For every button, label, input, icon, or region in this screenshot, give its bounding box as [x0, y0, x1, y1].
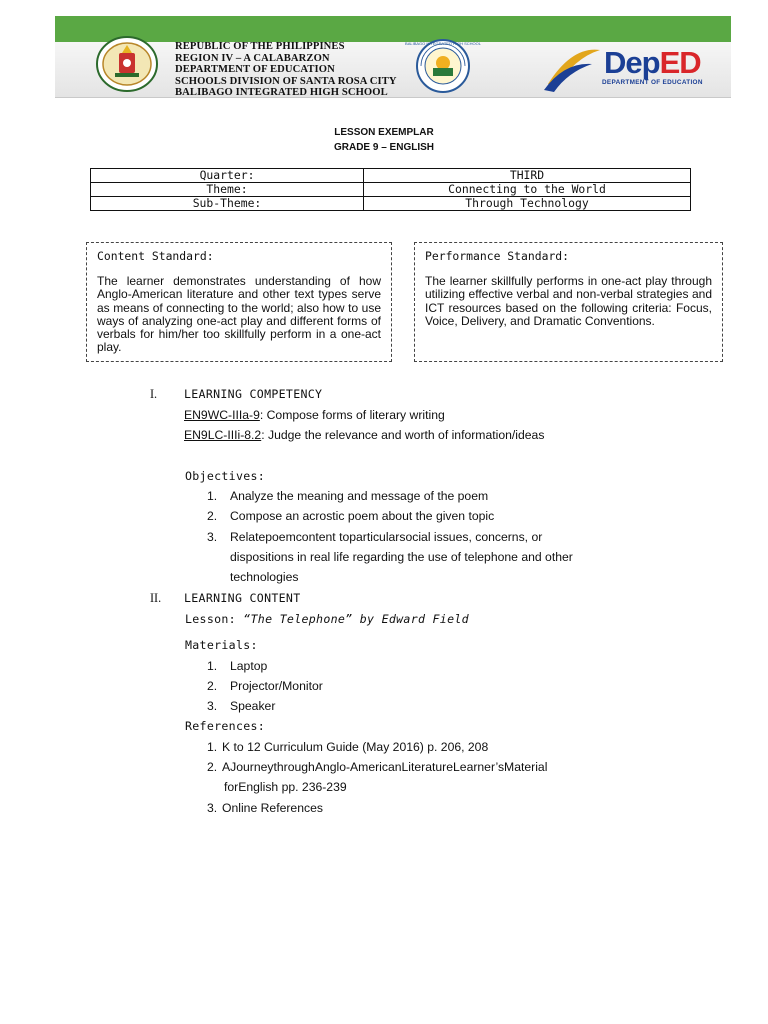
list-number: 3. [207, 530, 218, 544]
table-label: Theme: [91, 183, 364, 197]
reference-item: Online References [222, 801, 323, 815]
list-number: 2. [207, 509, 218, 523]
deped-torch-icon: p [641, 45, 660, 80]
header-line: REPUBLIC OF THE PHILIPPINES [175, 41, 345, 52]
performance-standard-box [414, 242, 723, 362]
table-value: THIRD [364, 169, 691, 183]
table-value: Through Technology [364, 197, 691, 211]
content-standard-box [86, 242, 392, 362]
objective-text: technologies [230, 570, 299, 584]
objective-text: dispositions in real life regarding the use of telephone and other [230, 550, 573, 564]
content-standard-heading: Content Standard: [97, 249, 214, 263]
list-number: 1. [207, 489, 218, 503]
competency-text: : Judge the relevance and worth of information/ideas [261, 428, 545, 442]
deped-subtitle: DEPARTMENT OF EDUCATION [602, 79, 703, 86]
competency-item [184, 408, 445, 422]
competency-item [184, 428, 544, 442]
header-text [175, 41, 397, 99]
table-row [91, 197, 691, 211]
section-numeral: I. [150, 387, 158, 401]
list-number: 1. [207, 740, 218, 754]
reference-item: forEnglish pp. 236-239 [224, 780, 347, 794]
material-item: Speaker [230, 699, 276, 713]
materials-heading: Materials: [185, 638, 258, 652]
objective-text: Relatepoemcontent toparticularsocial issues, concerns, or [230, 530, 543, 544]
material-item: Laptop [230, 659, 268, 673]
deped-logo [542, 46, 722, 92]
table-label: Quarter: [91, 169, 364, 183]
school-seal-icon [405, 38, 481, 94]
section-numeral: II. [150, 591, 162, 605]
competency-code-link[interactable]: EN9LC-IIIi-8.2 [184, 428, 262, 442]
school-seal-text: BALIBAGO INTEGRATED HIGH SCHOOL [405, 41, 481, 46]
list-number: 2. [207, 760, 218, 774]
performance-standard-heading: Performance Standard: [425, 249, 570, 263]
objectives-heading: Objectives: [185, 469, 266, 483]
document-title: LESSON EXEMPLAR [334, 127, 434, 138]
list-number: 2. [207, 679, 218, 693]
material-item: Projector/Monitor [230, 679, 323, 693]
lesson-title: “The Telephone” by Edward Field [235, 612, 469, 626]
objective-text: Analyze the meaning and message of the poem [230, 489, 489, 503]
lesson-line [185, 612, 469, 626]
list-number: 3. [207, 699, 218, 713]
header-line: REGION IV – A CALABARZON [175, 52, 330, 64]
table-row [91, 169, 691, 183]
header-line: BALIBAGO INTEGRATED HIGH SCHOOL [175, 87, 388, 98]
section-heading: LEARNING CONTENT [184, 591, 301, 605]
header-banner [55, 16, 731, 97]
performance-standard-body: The learner skillfully performs in one-act play through utilizing effective verbal and non-verbal strategies and ICT resources based on the following criteria: Focus, Voice, Delivery, and Dramatic Conventions. [425, 274, 712, 328]
table-row [91, 183, 691, 197]
competency-code-link[interactable]: EN9WC-IIIa-9 [184, 408, 260, 422]
deped-swoosh-icon [542, 44, 602, 92]
division-seal-icon [95, 36, 159, 92]
deped-word-de: De [604, 45, 642, 80]
objective-text: Compose an acrostic poem about the given topic [230, 509, 495, 523]
list-number: 3. [207, 801, 218, 815]
reference-item: AJourneythroughAnglo-AmericanLiteratureLearner’sMaterial [222, 760, 548, 774]
header-line: SCHOOLS DIVISION OF SANTA ROSA CITY [175, 75, 397, 87]
deped-wordmark [604, 46, 701, 80]
table-label: Sub-Theme: [91, 197, 364, 211]
references-heading: References: [185, 719, 266, 733]
table-value: Connecting to the World [364, 183, 691, 197]
header-line: DEPARTMENT OF EDUCATION [175, 64, 335, 75]
document-subtitle: GRADE 9 – ENGLISH [333, 142, 435, 153]
section-heading: LEARNING COMPETENCY [184, 387, 323, 401]
deped-word-ed: ED [659, 45, 701, 80]
list-number: 1. [207, 659, 218, 673]
content-standard-body: The learner demonstrates understanding of how Anglo-American literature and other text types serve as means of connecting to the world; also how to use ways of analyzing one-act play and different forms of verbals for him/her too skillfully perform in a one-act play. [97, 274, 381, 355]
info-table [90, 168, 691, 211]
reference-item: K to 12 Curriculum Guide (May 2016) p. 206, 208 [222, 740, 489, 754]
competency-text: : Compose forms of literary writing [259, 408, 445, 422]
lesson-label: Lesson: [185, 612, 236, 626]
